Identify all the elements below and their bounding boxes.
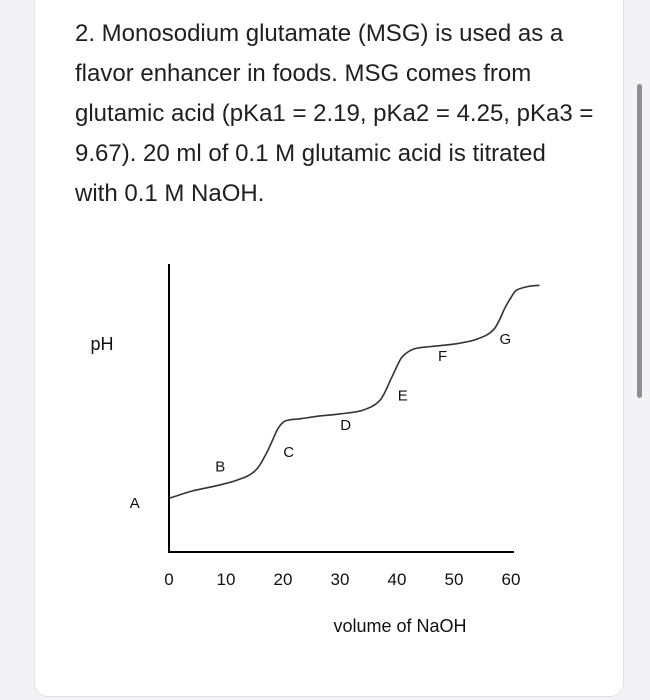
- y-axis-label: pH: [90, 334, 114, 354]
- point-label-a: A: [129, 495, 140, 513]
- x-tick-label: 20: [273, 570, 293, 589]
- point-label-c: C: [283, 443, 295, 461]
- point-label-d: D: [340, 416, 352, 434]
- question-text: 2. Monosodium glutamate (MSG) is used as a flavor enhancer in foods. MSG comes from glutamic acid (pKa1 = 2.19, pKa2 = 4.25, pKa3 = 9.67). 20 ml of 0.1 M glutamic acid is titrated with 0.1 M NaOH.: [75, 20, 594, 207]
- x-tick-label: 60: [501, 570, 521, 589]
- titration-chart: [69, 240, 589, 650]
- point-label-b: B: [215, 458, 226, 476]
- point-label-e: E: [397, 387, 408, 405]
- point-labels: [130, 331, 511, 512]
- x-tick-labels: [164, 570, 520, 589]
- x-tick-label: 40: [387, 570, 407, 589]
- question-card: [34, 0, 624, 697]
- scrollbar[interactable]: [637, 84, 642, 398]
- point-label-f: F: [438, 348, 448, 366]
- x-tick-label: 50: [444, 570, 464, 589]
- x-tick-label: 30: [330, 570, 350, 589]
- x-axis-label: volume of NaOH: [333, 616, 467, 636]
- x-tick-label: 10: [216, 570, 236, 589]
- x-tick-label: 0: [164, 570, 174, 589]
- point-label-g: G: [499, 331, 512, 349]
